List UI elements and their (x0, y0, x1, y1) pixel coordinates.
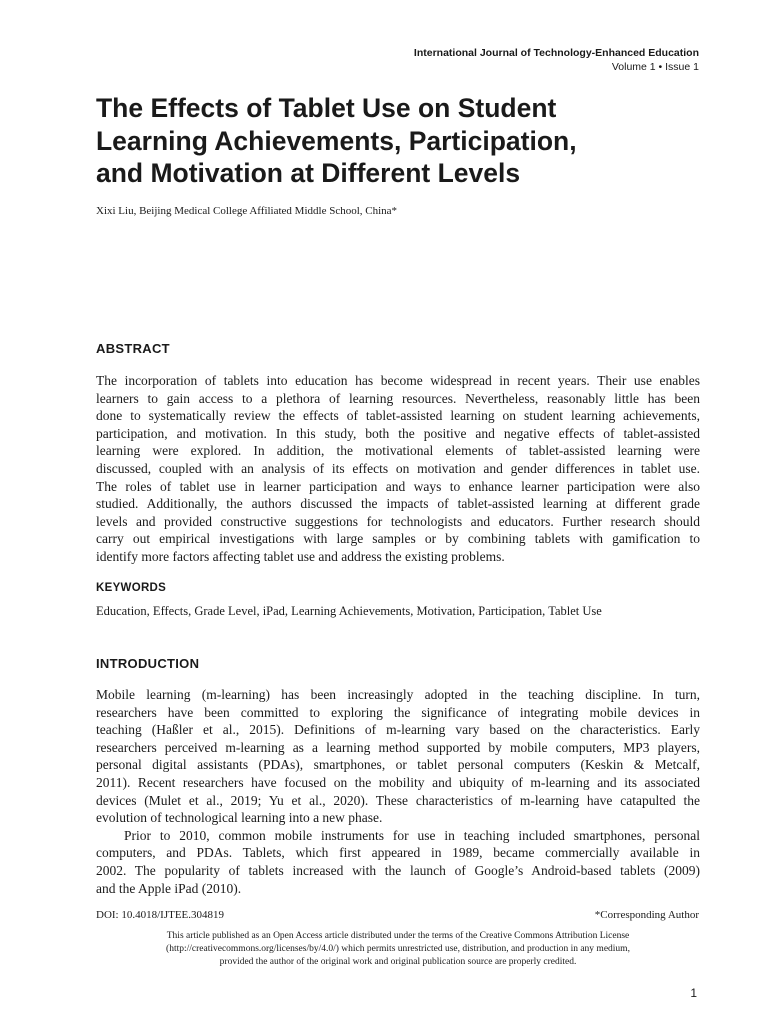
intro-line: 2011). Recent researchers have focused on the mobility and ubiquity of m-learning and its associated (96, 774, 700, 790)
introduction-heading: INTRODUCTION (96, 656, 200, 671)
abstract-line: participation, and motivation. In this study, both the positive and negative effects of tablet-assisted (96, 425, 700, 441)
intro-line: personal digital assistants (PDAs), smartphones, or tablet personal computers (Keskin & Metcalf, (96, 757, 700, 773)
title-line: and Motivation at Different Levels (96, 158, 521, 188)
journal-header (414, 46, 699, 74)
abstract-line: carry out empirical investigations with large samples or by combining tablets with gamification to (96, 531, 700, 547)
keywords-list: Education, Effects, Grade Level, iPad, Learning Achievements, Motivation, Participation, Tablet Use (96, 604, 602, 618)
license-line: provided the author of the original work and original publication source are properly credited. (219, 957, 577, 967)
license-line: This article published as an Open Access article distributed under the terms of the Creative Commons Attribution License (166, 931, 630, 941)
abstract-line: identify more factors affecting tablet use and address the existing problems. (96, 548, 505, 564)
abstract-line: studied. Additionally, the authors discussed the impacts of tablet-assisted learning at different grade (96, 496, 700, 512)
journal-name: International Journal of Technology-Enhanced Education (413, 47, 699, 59)
abstract-line: learners to gain access to a plethora of learning resources. Nevertheless, reasonably little has been (96, 390, 700, 406)
intro-line: Prior to 2010, common mobile instruments for use in teaching included smartphones, personal (124, 827, 700, 843)
intro-line: researchers perceived m-learning as a learning method supported by mobile computers, MP3 players, (96, 739, 700, 755)
intro-line: researchers have been committed to exploring the significance of integrating mobile devices in (96, 704, 700, 720)
paper-title (96, 92, 696, 190)
intro-line: teaching (Haßler et al., 2015). Definitions of m-learning vary based on the characteristics. Early (96, 722, 700, 738)
intro-line: and the Apple iPad (2010). (96, 880, 242, 896)
volume-issue: Volume 1 • Issue 1 (611, 61, 699, 73)
abstract-line: levels and provided constructive suggestions for technologists and educators. Further research should (96, 513, 700, 529)
intro-line: computers, and PDAs. Tablets, which first appeared in 1989, became commercially available in (96, 845, 700, 861)
intro-line: devices (Mulet et al., 2019; Yu et al., 2020). These characteristics of m-learning have catapulted the (96, 792, 700, 808)
license-notice (96, 930, 700, 969)
introduction-body (96, 686, 700, 897)
doi: DOI: 10.4018/IJTEE.304819 (96, 909, 225, 921)
license-line: (http://creativecommons.org/licenses/by/4.0/) which permits unrestricted use, distribution, and production in any medium, (166, 944, 630, 954)
abstract-body (96, 372, 700, 566)
title-line: The Effects of Tablet Use on Student (96, 93, 557, 123)
author-affiliation: Xixi Liu, Beijing Medical College Affiliated Middle School, China* (96, 205, 398, 217)
abstract-heading: ABSTRACT (96, 341, 170, 356)
abstract-line: The incorporation of tablets into education has become widespread in recent years. Their use enables (96, 373, 700, 388)
abstract-line: The roles of tablet use in learner participation and ways to enhance learner participation were also (96, 478, 700, 494)
abstract-line: discussed, coupled with an analysis of its effects on motivation and gender differences in tablet use. (96, 460, 700, 476)
abstract-line: done to systematically review the effects of tablet-assisted learning on student learning achievements, (96, 408, 700, 424)
page-number: 1 (690, 986, 697, 1000)
title-line: Learning Achievements, Participation, (96, 125, 577, 156)
corresponding-author-note: *Corresponding Author (594, 909, 699, 921)
abstract-line: learning were explored. In addition, the motivational elements of tablet-assisted learning were (96, 443, 700, 459)
intro-line: Mobile learning (m-learning) has been increasingly adopted in the teaching discipline. In turn, (96, 687, 700, 702)
intro-line: evolution of technological learning into a new phase. (96, 810, 383, 826)
intro-line: 2002. The popularity of tablets increased with the launch of Google’s Android-based tablets (2009) (96, 862, 700, 878)
keywords-heading: KEYWORDS (96, 582, 167, 594)
